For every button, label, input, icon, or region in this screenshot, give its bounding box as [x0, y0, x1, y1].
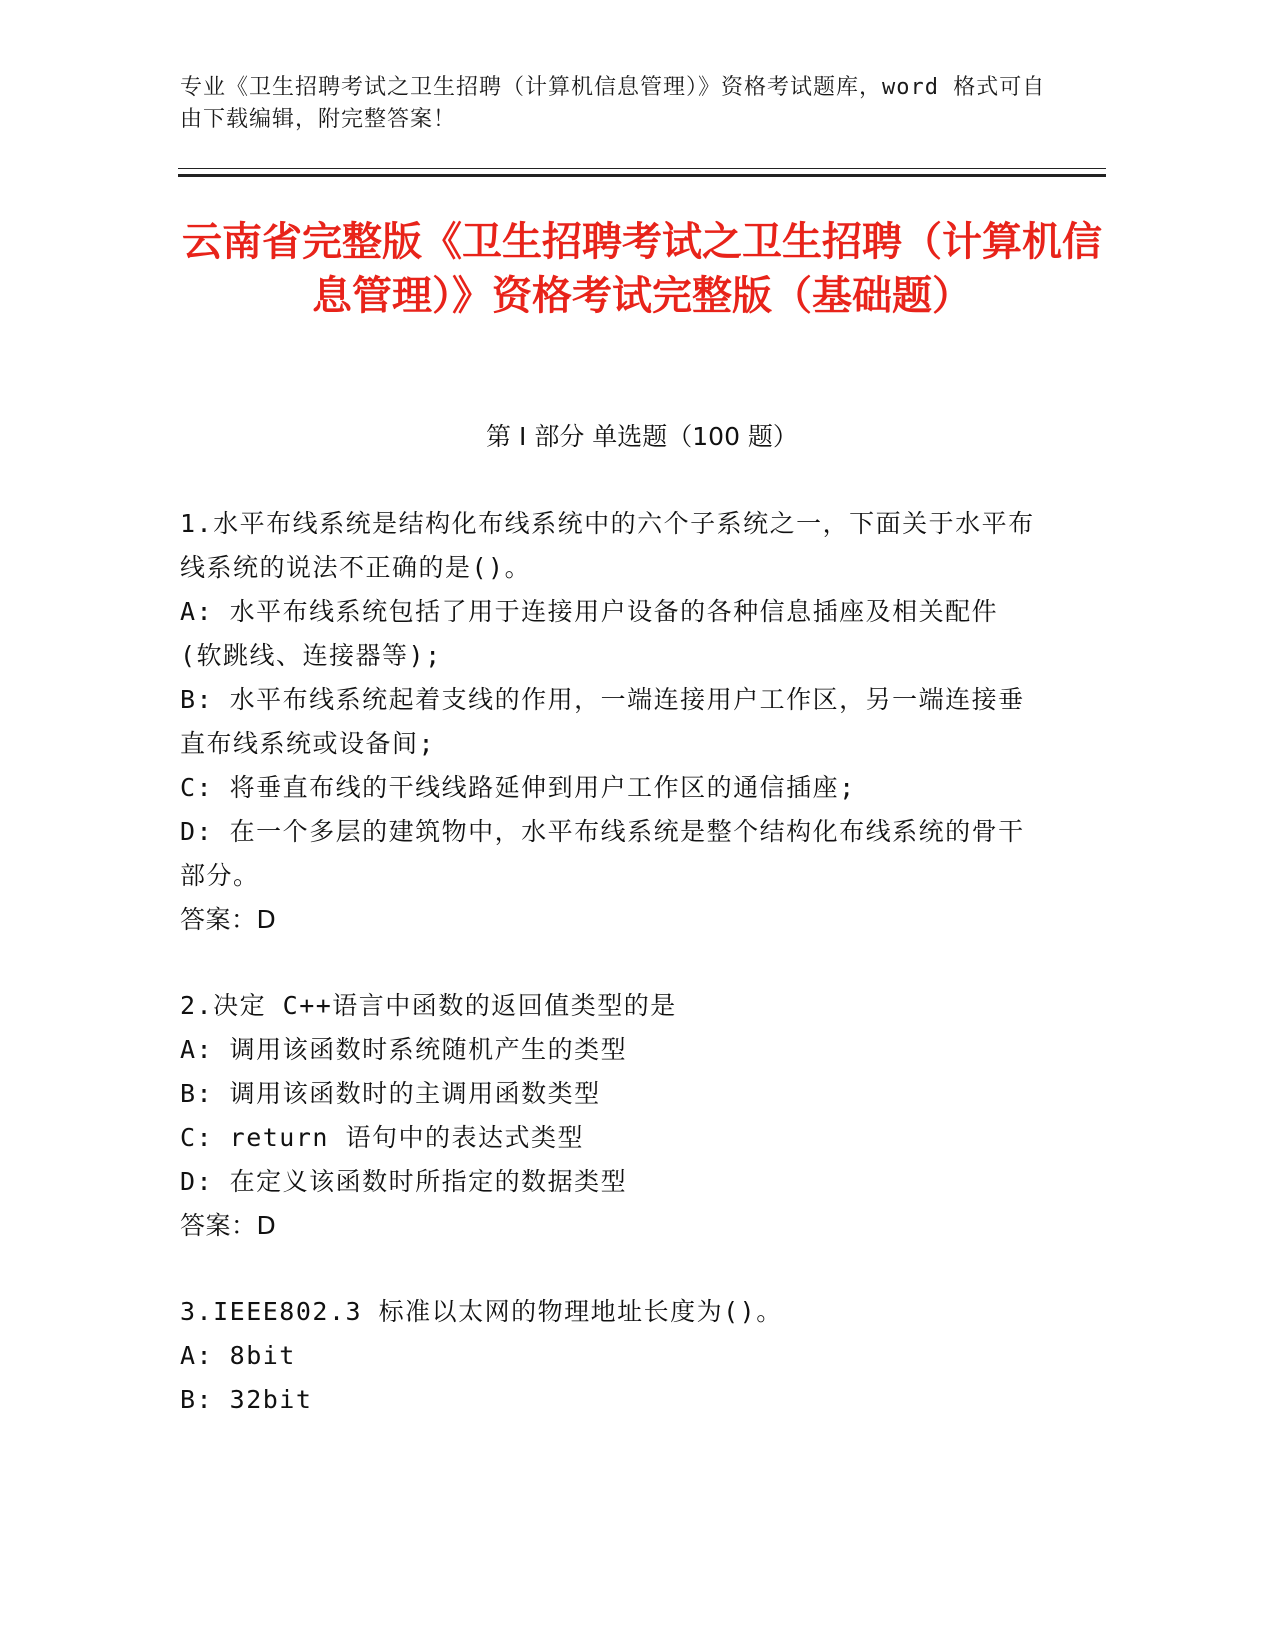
question-stem: 2.决定 C++语言中函数的返回值类型的是 [180, 991, 677, 1020]
question-2 [180, 984, 1040, 1248]
option-b: B: 水平布线系统起着支线的作用，一端连接用户工作区，另一端连接垂直布线系统或设备间; [180, 685, 1025, 758]
question-list [180, 502, 1040, 1464]
question-stem: 1.水平布线系统是结构化布线系统中的六个子系统之一，下面关于水平布线系统的说法不正确的是()。 [180, 509, 1035, 582]
option-c: C: return 语句中的表达式类型 [180, 1123, 585, 1152]
option-a: A: 8bit [180, 1341, 296, 1370]
option-a: A: 水平布线系统包括了用于连接用户设备的各种信息插座及相关配件(软跳线、连接器等); [180, 597, 999, 670]
document-title: 云南省完整版《卫生招聘考试之卫生招聘（计算机信息管理）》资格考试完整版（基础题） [182, 219, 1102, 319]
answer-label: 答案：D [180, 905, 277, 934]
option-a: A: 调用该函数时系统随机产生的类型 [180, 1035, 628, 1064]
header-divider-thick [178, 174, 1106, 177]
question-stem: 3.IEEE802.3 标准以太网的物理地址长度为()。 [180, 1297, 783, 1326]
option-c: C: 将垂直布线的干线线路延伸到用户工作区的通信插座; [180, 773, 856, 802]
question-1 [180, 502, 1040, 942]
header-divider-thin [178, 168, 1106, 169]
section-title: 第 I 部分 单选题（100 题） [486, 422, 798, 451]
header-note: 专业《卫生招聘考试之卫生招聘（计算机信息管理）》资格考试题库，word 格式可自由下载编辑，附完整答案！ [180, 75, 1046, 132]
answer-label: 答案：D [180, 1211, 277, 1240]
option-d: D: 在一个多层的建筑物中，水平布线系统是整个结构化布线系统的骨干部分。 [180, 817, 1025, 890]
option-b: B: 32bit [180, 1385, 313, 1414]
question-3 [180, 1290, 1040, 1422]
option-b: B: 调用该函数时的主调用函数类型 [180, 1079, 601, 1108]
option-d: D: 在定义该函数时所指定的数据类型 [180, 1167, 628, 1196]
